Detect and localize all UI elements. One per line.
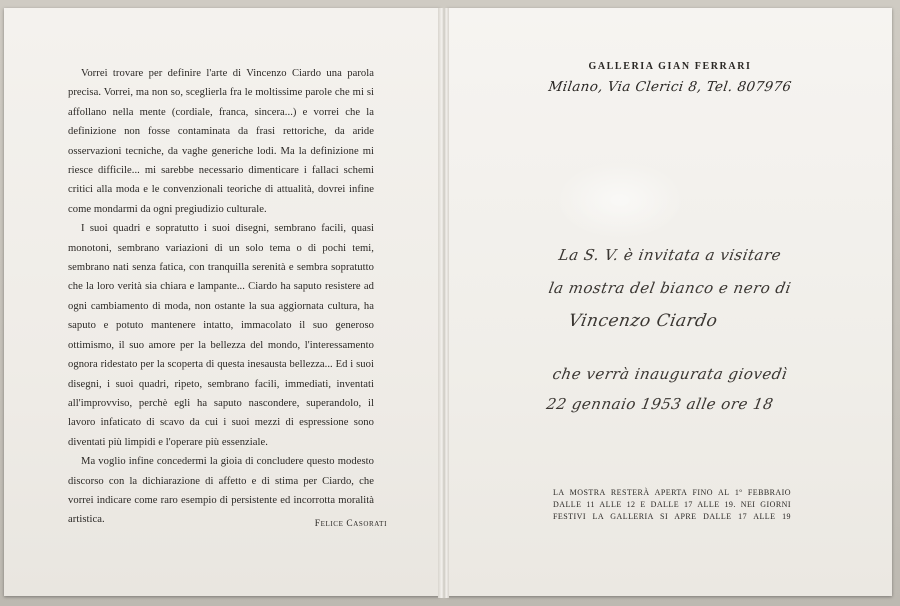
gallery-address: Milano, Via Clerici 8, Tel. 807976 bbox=[547, 79, 793, 95]
opening-info-line: FESTIVI LA GALLERIA SI APRE DALLE 17 ALLE 19 bbox=[553, 512, 791, 522]
essay-paragraph: I suoi quadri e sopratutto i suoi disegni, sembrano facili, quasi monotoni, sembrano variazioni di un solo tema o di pochi temi, sembrano nati senza fatica, con tranquilla serenità e sembra sopratutto che la loro verità sia chiara e lampante... Ciardo ha saputo resistere ad ogni cambiamento di moda, non ostante la sua aggiornata cultura, ha saputo e potuto mantenere intatto, immacolato il suo generoso ottimismo, il suo amore per la bellezza del mondo, l'interessamento ognora ridestato per la scoperta di questa inesausta bellezza... Ed i suoi disegni, i suoi quadri, ripeto, sembrano facili, immediati, inventati all'improvviso, perchè egli ha saputo nascondere, superandolo, il lavoro infaticato di scavo da cui i suoi mezzi di espressione sono diventati più limpidi e l'operare più essenziale. bbox=[68, 223, 374, 448]
invitation-line: La S. V. è invitata a visitare bbox=[557, 246, 783, 264]
essay-text bbox=[68, 64, 374, 530]
essay-paragraph: Vorrei trovare per definire l'arte di Vincenzo Ciardo una parola precisa. Vorrei, ma non so, sceglierla fra le moltissime parole che mi si affollano nella mente (cordiale, franca, sincera...) e vorrei che la definizione non fosse contaminata da frasi rettoriche, da aride osservazioni tecniche, da vaghe generiche lodi. Ma la definizione mi riesce difficile... mi sarebbe necessario dimenticare i fallaci schemi critici alla moda e le convenzionali teoriche di attualità, dovrei infine come mondarmi da ogni pregiudizio culturale. bbox=[68, 68, 374, 215]
opening-info-line: DALLE 11 ALLE 12 E DALLE 17 ALLE 19. NEI GIORNI bbox=[553, 500, 791, 510]
opening-hours-info bbox=[553, 487, 791, 524]
paper-smudge bbox=[555, 160, 685, 240]
gallery-name: GALLERIA GIAN FERRARI bbox=[588, 61, 752, 72]
invitation-line: che verrà inaugurata giovedì bbox=[551, 365, 789, 383]
essay-paragraph: Ma voglio infine concedermi la gioia di concludere questo modesto discorso con la dichiarazione di affetto e di stima per Ciardo, che vorrei indicare come raro esempio di persistente ed incorrotta moralità artistica. bbox=[68, 456, 374, 526]
fold-spine bbox=[438, 8, 449, 598]
opening-info-line: LA MOSTRA RESTERÀ APERTA FINO AL 1º FEBBRAIO bbox=[553, 488, 791, 497]
author-signature: Felice Casorati bbox=[314, 519, 387, 529]
invitation-line: la mostra del bianco e nero di bbox=[547, 279, 793, 297]
opening-date: 22 gennaio 1953 alle ore 18 bbox=[545, 395, 775, 413]
artist-name: Vincenzo Ciardo bbox=[566, 311, 720, 331]
